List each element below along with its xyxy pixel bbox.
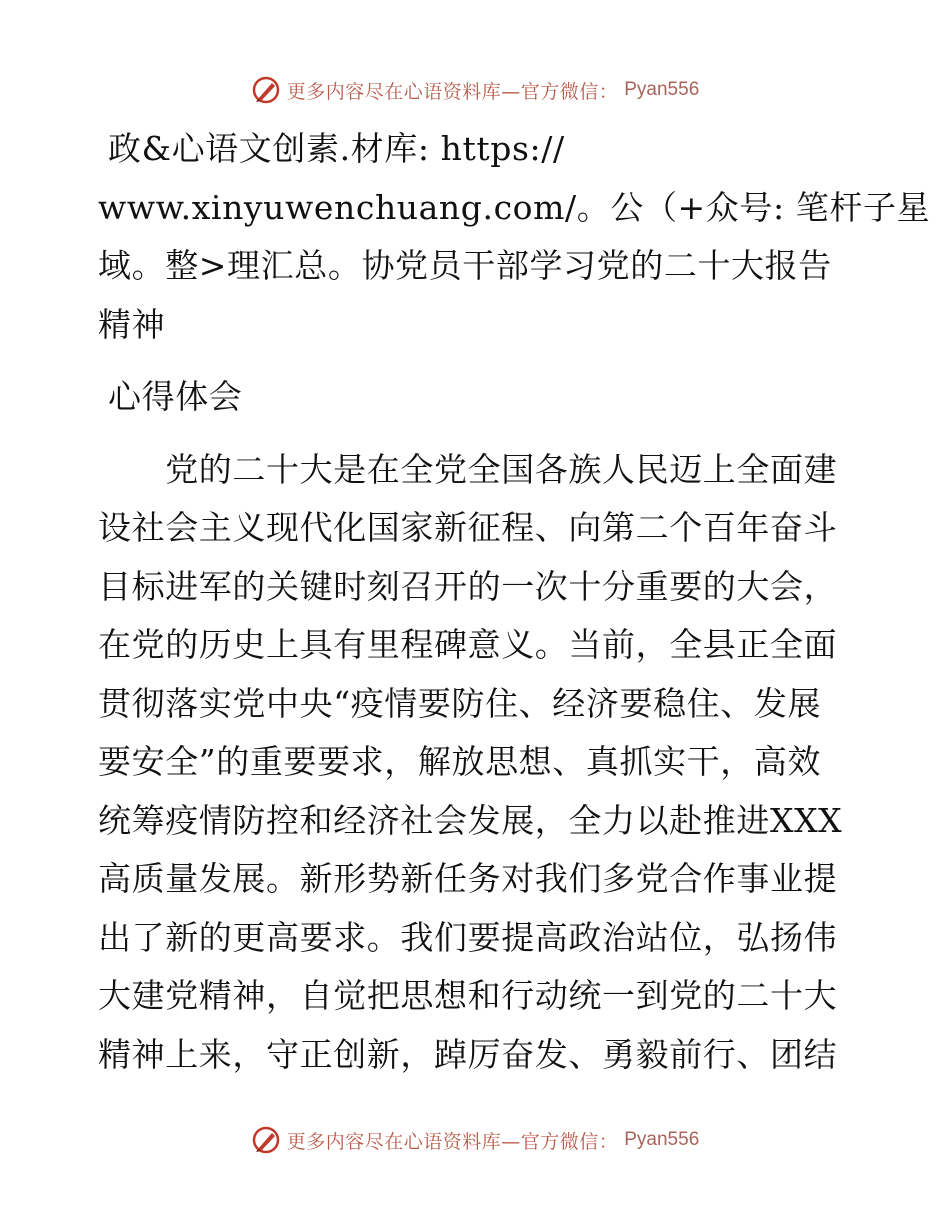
body-line: 高质量发展。新形势新任务对我们多党合作事业提	[98, 859, 838, 898]
title-line: www.xinyuwenchuang.com/。公（+众号: 笔杆子星	[98, 187, 931, 227]
body-line: 大建党精神，自觉把思想和行动统一到党的二十大	[98, 976, 838, 1015]
document-content	[98, 120, 931, 1084]
body-line: 设社会主义现代化国家新征程、向第二个百年奋斗	[98, 508, 838, 547]
watermark-text: 更多内容尽在心语资料库—官方微信：	[286, 80, 619, 103]
title-line: 域。整>理汇总。协党员干部学习党的二十大报告	[98, 246, 832, 285]
watermark-text: 更多内容尽在心语资料库—官方微信：	[286, 1130, 619, 1153]
pen-logo-icon	[251, 75, 281, 105]
body-line: 贯彻落实党中央“疫情要防住、经济要稳住、发展	[98, 683, 822, 723]
body-line: 党的二十大是在全党全国各族人民迈上全面建	[98, 449, 838, 489]
watermark-wechat-id: Pyan556	[624, 79, 700, 100]
watermark-wechat-id: Pyan556	[624, 1129, 700, 1150]
document-subtitle: 心得体会	[108, 377, 243, 416]
footer-watermark	[0, 1120, 950, 1160]
title-line: 政&心语文创素.材库: https://	[108, 129, 565, 168]
header-watermark	[0, 70, 950, 110]
title-line: 精神	[98, 304, 166, 344]
body-line: 在党的历史上具有里程碑意义。当前，全县正全面	[98, 625, 838, 664]
pen-logo-icon	[251, 1125, 281, 1155]
body-line: 精神上来，守正创新，踔厉奋发、勇毅前行、团结	[98, 1034, 838, 1074]
body-line: 统筹疫情防控和经济社会发展，全力以赴推进XXX	[98, 800, 843, 840]
body-line: 要安全”的重要要求，解放思想、真抓实干，高效	[98, 742, 822, 781]
body-line: 出了新的更高要求。我们要提高政治站位，弘扬伟	[98, 917, 838, 957]
body-line: 目标进军的关键时刻召开的一次十分重要的大会，	[98, 566, 838, 606]
